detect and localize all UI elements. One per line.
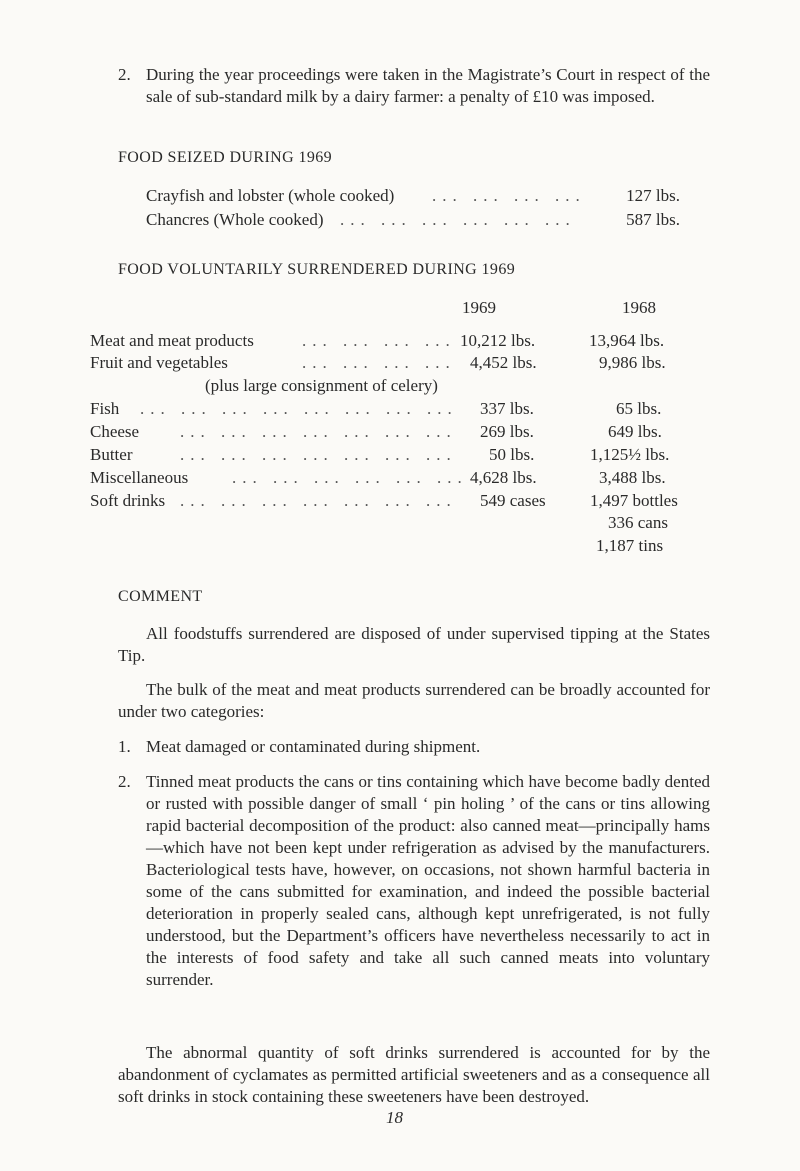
seized-item-label: Chancres (Whole cooked) <box>146 210 324 229</box>
table-cell-1969: 269 lbs. <box>480 422 534 441</box>
surrendered-heading: FOOD VOLUNTARILY SURRENDERED DURING 1969 <box>118 261 516 278</box>
intro-paragraph: During the year proceedings were taken in the Magistrate’s Court in respect of the sale of sub-standard milk by a dairy farmer: a penalty of £10 was imposed. <box>146 65 710 106</box>
soft-drinks-cans: 336 cans <box>608 513 668 532</box>
table-cell-1968: 3,488 lbs. <box>599 468 666 487</box>
table-row-leader: ... ... ... ... <box>302 353 456 372</box>
table-row-leader: ... ... ... ... ... ... ... <box>180 491 457 510</box>
table-row-label: Soft drinks <box>90 491 166 510</box>
table-cell-1968: 1,497 bottles <box>590 491 678 510</box>
table-cell-1969: 50 lbs. <box>489 445 535 464</box>
table-cell-1969: 337 lbs. <box>480 399 534 418</box>
seized-heading: FOOD SEIZED DURING 1969 <box>118 149 333 166</box>
seized-item-label: Crayfish and lobster (whole cooked) <box>146 186 395 205</box>
list-item-number: 2. <box>118 772 131 791</box>
table-cell-1968: 9,986 lbs. <box>599 353 666 372</box>
intro-number: 2. <box>118 65 131 84</box>
table-cell-1968: 1,125½ lbs. <box>590 445 670 464</box>
seized-item-value: 587 lbs. <box>626 210 680 229</box>
table-row-label: Fish <box>90 399 120 418</box>
table-cell-1968: 13,964 lbs. <box>589 331 665 350</box>
table-row-label: Meat and meat products <box>90 331 254 350</box>
table-row-label: Cheese <box>90 422 140 441</box>
seized-item-leader: ... ... ... ... ... ... <box>340 210 576 229</box>
column-header-1968: 1968 <box>622 298 656 317</box>
table-row-leader: ... ... ... ... <box>302 331 456 350</box>
list-item-text: Meat damaged or contaminated during shipment. <box>146 737 481 756</box>
comment-paragraph: The bulk of the meat and meat products surrendered can be broadly accounted for under two categories: <box>118 680 710 721</box>
table-row-leader: ... ... ... ... ... ... <box>232 468 468 487</box>
table-row-label: Miscellaneous <box>90 468 189 487</box>
list-item-number: 1. <box>118 737 131 756</box>
table-cell-1968: 65 lbs. <box>616 399 662 418</box>
page-number: 18 <box>386 1108 403 1127</box>
table-row-label: Butter <box>90 445 133 464</box>
soft-drinks-tins: 1,187 tins <box>596 536 664 555</box>
list-item-text: Tinned meat products the cans or tins containing which have become badly dented or rusted with possible danger of small ‘ pin holing ’ of the cans or tins allowing rapid bacterial decomposition of the product: also canned meat—principally hams—which have not been kept under refrigeration as advised by the manufacturers. Bacteriological tests have, however, on occasions, not shown harmful bacteria in some of the cans submitted for examination, and indeed the possible bacterial deterioration in properly sealed cans, although kept unrefrigerated, is not fully understood, but the Department’s officers have nevertheless necessarily to act in the interests of food safety and take all such canned meats into voluntary surrender. <box>146 772 710 989</box>
table-cell-1969: 549 cases <box>480 491 546 510</box>
celery-note: (plus large consignment of celery) <box>205 376 438 395</box>
comment-paragraph: All foodstuffs surrendered are disposed of under supervised tipping at the States Tip. <box>118 624 710 665</box>
table-cell-1969: 4,452 lbs. <box>470 353 537 372</box>
table-cell-1969: 4,628 lbs. <box>470 468 537 487</box>
table-row-label: Fruit and vegetables <box>90 353 228 372</box>
comment-heading: COMMENT <box>118 588 203 605</box>
comment-paragraph: The abnormal quantity of soft drinks surrendered is accounted for by the abandonment of cyclamates as permitted artificial sweeteners and as a consequence all soft drinks in stock containing these sweeteners have been destroyed. <box>118 1043 710 1106</box>
table-row-leader: ... ... ... ... ... ... ... <box>180 445 457 464</box>
column-header-1969: 1969 <box>462 298 496 317</box>
seized-item-leader: ... ... ... ... <box>432 186 586 205</box>
seized-item-value: 127 lbs. <box>626 186 680 205</box>
table-row-leader: ... ... ... ... ... ... ... <box>180 422 457 441</box>
table-cell-1968: 649 lbs. <box>608 422 662 441</box>
table-cell-1969: 10,212 lbs. <box>460 331 536 350</box>
table-row-leader: ... ... ... ... ... ... ... ... <box>140 399 458 418</box>
